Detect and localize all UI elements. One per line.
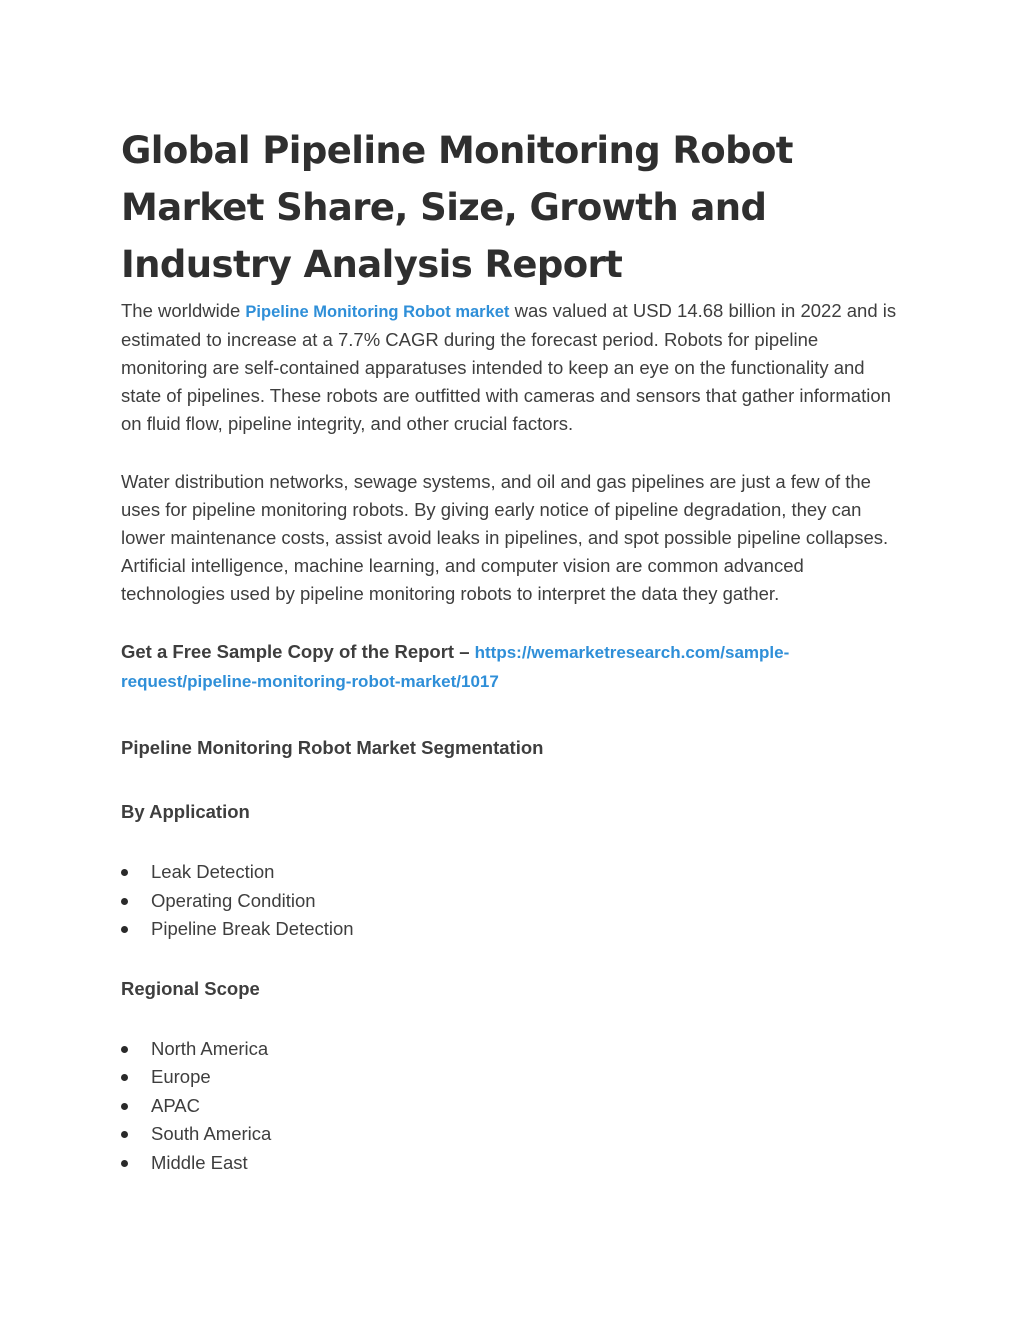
regional-list <box>121 1035 906 1178</box>
list-item <box>121 1120 906 1149</box>
list-item-label: Operating Condition <box>151 889 316 911</box>
intro-paragraph <box>121 297 906 438</box>
list-item <box>121 1149 906 1178</box>
list-item-label: APAC <box>151 1094 201 1116</box>
sample-copy-line <box>121 638 906 696</box>
intro-text-before: The worldwide <box>121 300 246 321</box>
list-item-label: Europe <box>151 1066 211 1087</box>
page-title: Global Pipeline Monitoring Robot Market Share, Size, Growth and Industry Analysis Report <box>121 129 793 286</box>
list-item <box>121 915 906 944</box>
application-heading: By Application <box>121 801 250 822</box>
document-page <box>121 122 906 1177</box>
list-item-label: Pipeline Break Detection <box>151 918 354 939</box>
bullet-icon <box>121 1131 128 1138</box>
bullet-icon <box>121 869 128 876</box>
uses-paragraph: Water distribution networks, sewage systems, and oil and gas pipelines are just a few of the uses for pipeline monitoring robots. By giving early notice of pipeline degradation, they can lower maintenance costs, assist avoid leaks in pipelines, and spot possible pipeline collapses. Artificial intelligence, machine learning, and computer vision are common advanced technologies used by pipeline monitoring robots to interpret the data they gather. <box>121 471 889 604</box>
bullet-icon <box>121 1074 128 1081</box>
bullet-icon <box>121 898 128 905</box>
bullet-icon <box>121 926 128 933</box>
list-item <box>121 1035 906 1064</box>
segmentation-heading: Pipeline Monitoring Robot Market Segmentation <box>121 737 544 758</box>
list-item <box>121 887 906 916</box>
application-list <box>121 858 906 944</box>
list-item-label: Middle East <box>151 1151 248 1173</box>
list-item <box>121 1092 906 1121</box>
market-link[interactable]: Pipeline Monitoring Robot market <box>245 303 510 321</box>
regional-heading: Regional Scope <box>121 977 260 999</box>
sample-lead-text: Get a Free Sample Copy of the Report – <box>121 641 475 662</box>
bullet-icon <box>121 1160 128 1167</box>
sample-request-link[interactable]: https://wemarketresearch.com/sample-request/pipeline-monitoring-robot-market/1017 <box>121 643 790 691</box>
list-item <box>121 1063 906 1092</box>
list-item <box>121 858 906 887</box>
bullet-icon <box>121 1046 128 1053</box>
list-item-label: North America <box>151 1037 269 1059</box>
list-item-label: Leak Detection <box>151 861 275 882</box>
intro-text-after: was valued at USD 14.68 billion in 2022 and is estimated to increase at a 7.7% CAGR during the forecast period. Robots for pipeline monitoring are self-contained apparatuses intended to keep an eye on the functionality and state of pipelines. These robots are outfitted with cameras and sensors that gather information on fluid flow, pipeline integrity, and other crucial factors. <box>121 300 897 434</box>
list-item-label: South America <box>151 1123 272 1144</box>
bullet-icon <box>121 1103 128 1110</box>
